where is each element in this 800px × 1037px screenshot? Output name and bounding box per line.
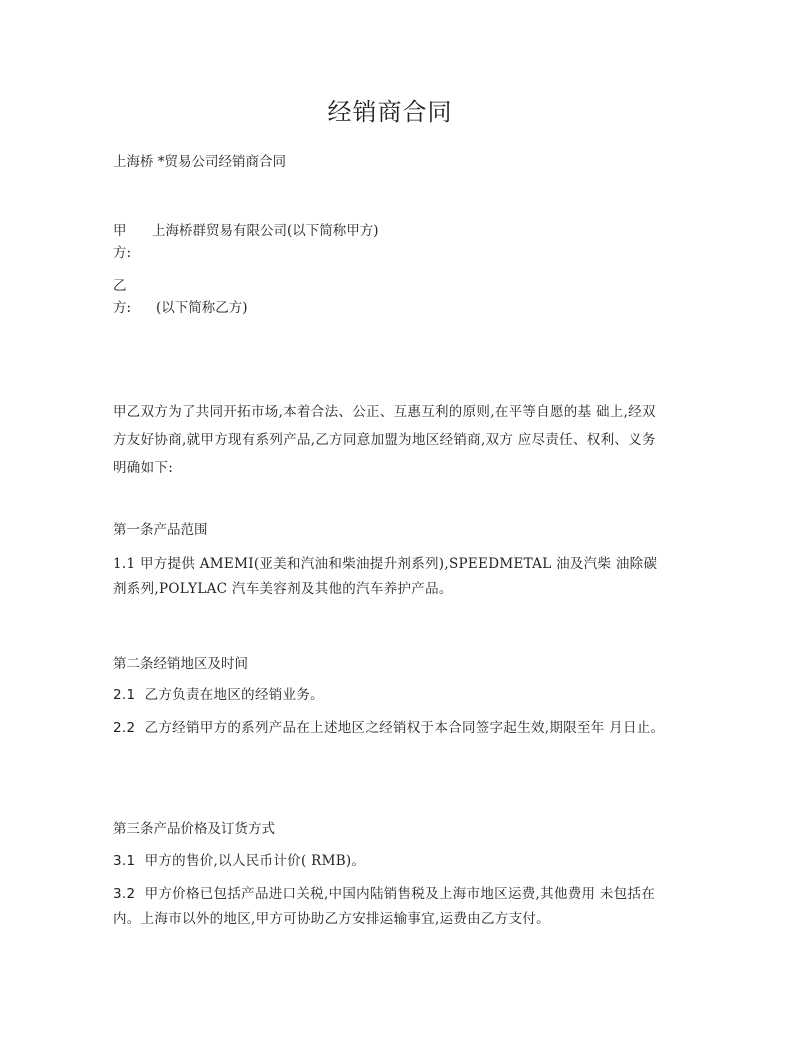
section-1-item-1 (113, 552, 668, 602)
section-2-item-2 (113, 716, 668, 741)
section-3-item-2-text: 甲方价格已包括产品进口关税,中国内陆销售税及上海市地区运费,其他费用 未包括在内。上海市以外的地区,甲方可协助乙方安排运输事宜,运费由乙方支付。 (113, 886, 656, 927)
party-a-label-line2: 方: (113, 245, 132, 261)
section-2-item-1-num: 2.1 (113, 687, 136, 703)
party-b-label-line2: 方: (113, 300, 132, 316)
section-2-item-1 (113, 683, 668, 708)
section-2-heading: 第二条经销地区及时间 (113, 656, 248, 672)
section-3-heading: 第三条产品价格及订货方式 (113, 821, 275, 837)
section-3-item-1 (113, 849, 668, 874)
section-2-item-2-text: 乙方经销甲方的系列产品在上述地区之经销权于本合同签字起生效,期限至年 月日止。 (144, 720, 665, 736)
party-b-label-line1: 乙 (113, 278, 127, 294)
party-a-label (113, 220, 135, 264)
intro-paragraph: 甲乙双方为了共同开拓市场,本着合法、公正、互惠互利的原则,在平等自愿的基 础上,经双方友好协商,就甲方现有系列产品,乙方同意加盟为地区经销商,双方 应尽责任、权利、义务明确如下: (113, 404, 656, 476)
section-3-item-2-num: 3.2 (113, 886, 136, 902)
section-3-item-2 (113, 882, 668, 932)
party-a-value: 上海桥群贸易有限公司(以下简称甲方) (152, 223, 379, 239)
party-b-label (113, 275, 135, 319)
page-title: 经销商合同 (327, 98, 453, 126)
section-3-item-1-text: 甲方的售价,以人民币计价( RMB)。 (144, 853, 366, 869)
party-b-value: (以下简称乙方) (156, 300, 248, 316)
document-subtitle: 上海桥 *贸易公司经销商合同 (113, 154, 287, 170)
section-1-item-1-text: 1.1 甲方提供 AMEMI(亚美和汽油和柴油提升剂系列),SPEEDMETAL 油及汽柴 油除碳剂系列,POLYLAC 汽车美容剂及其他的汽车养护产品。 (113, 556, 658, 597)
party-a-label-line1: 甲 (113, 223, 127, 239)
section-2-item-1-text: 乙方负责在地区的经销业务。 (144, 687, 324, 703)
section-1-heading: 第一条产品范围 (113, 522, 208, 538)
section-3-item-1-num: 3.1 (113, 853, 136, 869)
section-2-item-2-num: 2.2 (113, 720, 136, 736)
